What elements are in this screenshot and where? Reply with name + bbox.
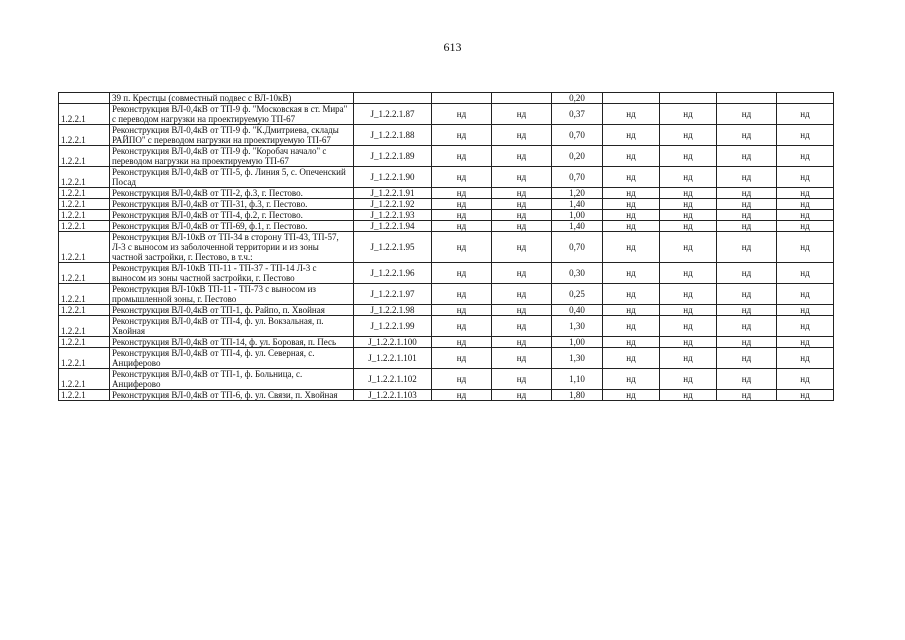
- row-col-4: [603, 93, 660, 104]
- row-id: J_1.2.2.1.93: [354, 210, 432, 221]
- row-col-5: нд: [660, 348, 717, 369]
- row-col-4: нд: [603, 199, 660, 210]
- row-col-1: нд: [432, 104, 492, 125]
- row-col-2: нд: [492, 210, 552, 221]
- table-row: [59, 348, 834, 369]
- row-col-4: нд: [603, 104, 660, 125]
- row-col-2: нд: [492, 104, 552, 125]
- row-col-4: нд: [603, 125, 660, 146]
- row-value: 1,30: [552, 316, 603, 337]
- row-col-2: нд: [492, 232, 552, 263]
- row-col-2: нд: [492, 188, 552, 199]
- row-id: J_1.2.2.1.100: [354, 337, 432, 348]
- row-col-5: нд: [660, 104, 717, 125]
- table-row: [59, 221, 834, 232]
- row-col-7: нд: [777, 316, 834, 337]
- row-col-6: нд: [717, 104, 777, 125]
- row-col-4: нд: [603, 369, 660, 390]
- row-name: Реконструкция ВЛ-0,4кВ от ТП-9 ф. "Коробач начало" с переводом нагрузки на проектируемую ТП-67: [110, 146, 354, 167]
- row-col-5: нд: [660, 305, 717, 316]
- row-value: 1,00: [552, 210, 603, 221]
- row-id: J_1.2.2.1.99: [354, 316, 432, 337]
- row-col-2: нд: [492, 337, 552, 348]
- row-name: Реконструкция ВЛ-0,4кВ от ТП-4, ф. ул. Вокзальная, п. Хвойная: [110, 316, 354, 337]
- row-name: Реконструкция ВЛ-0,4кВ от ТП-9 ф. "Московская в ст. Мира" с переводом нагрузки на проектируемую ТП-67: [110, 104, 354, 125]
- row-col-5: нд: [660, 263, 717, 284]
- row-col-1: нд: [432, 146, 492, 167]
- row-name: 39 п. Крестцы (совместный подвес с ВЛ-10кВ): [110, 93, 354, 104]
- row-code: 1.2.2.1: [59, 199, 110, 210]
- row-col-5: нд: [660, 232, 717, 263]
- row-value: 0,37: [552, 104, 603, 125]
- row-col-1: нд: [432, 125, 492, 146]
- table-row: [59, 263, 834, 284]
- row-name: Реконструкция ВЛ-0,4кВ от ТП-4, ф. ул. Северная, с. Анциферово: [110, 348, 354, 369]
- row-value: 1,20: [552, 188, 603, 199]
- row-code: 1.2.2.1: [59, 263, 110, 284]
- row-col-7: нд: [777, 232, 834, 263]
- row-col-7: нд: [777, 390, 834, 401]
- row-col-2: нд: [492, 369, 552, 390]
- row-col-1: нд: [432, 232, 492, 263]
- row-col-6: нд: [717, 146, 777, 167]
- row-col-2: нд: [492, 316, 552, 337]
- row-value: 0,20: [552, 146, 603, 167]
- row-code: 1.2.2.1: [59, 369, 110, 390]
- row-value: 1,40: [552, 199, 603, 210]
- table-row: [59, 188, 834, 199]
- table-row: [59, 104, 834, 125]
- row-name: Реконструкция ВЛ-10кВ ТП-11 - ТП-37 - ТП-14 Л-3 с выносом из зоны частной застройки, г. Пестово: [110, 263, 354, 284]
- row-name: Реконструкция ВЛ-0,4кВ от ТП-14, ф. ул. Боровая, п. Песь: [110, 337, 354, 348]
- row-col-6: нд: [717, 125, 777, 146]
- row-name: Реконструкция ВЛ-10кВ ТП-11 - ТП-73 с выносом из промышленной зоны, г. Пестово: [110, 284, 354, 305]
- row-col-7: нд: [777, 146, 834, 167]
- row-id: J_1.2.2.1.90: [354, 167, 432, 188]
- table-row: [59, 369, 834, 390]
- row-col-1: нд: [432, 210, 492, 221]
- row-col-4: нд: [603, 221, 660, 232]
- row-col-6: нд: [717, 221, 777, 232]
- row-col-6: нд: [717, 390, 777, 401]
- row-code: 1.2.2.1: [59, 210, 110, 221]
- row-id: J_1.2.2.1.92: [354, 199, 432, 210]
- row-id: J_1.2.2.1.91: [354, 188, 432, 199]
- row-value: 0,20: [552, 93, 603, 104]
- row-col-6: нд: [717, 316, 777, 337]
- data-table: [58, 92, 834, 401]
- row-col-7: нд: [777, 199, 834, 210]
- row-code: 1.2.2.1: [59, 348, 110, 369]
- row-col-4: нд: [603, 390, 660, 401]
- row-id: J_1.2.2.1.94: [354, 221, 432, 232]
- row-name: Реконструкция ВЛ-0,4кВ от ТП-9 ф. "К.Дмитриева, склады РАЙПО" с переводом нагрузки на проектируемую ТП-67: [110, 125, 354, 146]
- row-value: 0,25: [552, 284, 603, 305]
- row-id: J_1.2.2.1.103: [354, 390, 432, 401]
- row-col-6: нд: [717, 232, 777, 263]
- row-name: Реконструкция ВЛ-0,4кВ от ТП-1, ф. Больница, с. Анциферово: [110, 369, 354, 390]
- row-col-4: нд: [603, 337, 660, 348]
- row-col-5: нд: [660, 390, 717, 401]
- row-col-4: нд: [603, 284, 660, 305]
- row-col-7: [777, 93, 834, 104]
- row-col-6: нд: [717, 337, 777, 348]
- row-col-1: нд: [432, 305, 492, 316]
- row-col-4: нд: [603, 232, 660, 263]
- table-row: [59, 305, 834, 316]
- row-code: 1.2.2.1: [59, 221, 110, 232]
- row-col-5: нд: [660, 221, 717, 232]
- table-row: [59, 146, 834, 167]
- row-col-4: нд: [603, 305, 660, 316]
- row-col-4: нд: [603, 263, 660, 284]
- row-col-5: нд: [660, 210, 717, 221]
- row-col-5: нд: [660, 167, 717, 188]
- row-col-4: нд: [603, 316, 660, 337]
- row-col-5: [660, 93, 717, 104]
- row-col-6: нд: [717, 284, 777, 305]
- row-code: 1.2.2.1: [59, 390, 110, 401]
- table-row: [59, 210, 834, 221]
- row-code: 1.2.2.1: [59, 104, 110, 125]
- row-col-2: нд: [492, 390, 552, 401]
- row-col-6: нд: [717, 210, 777, 221]
- row-col-1: нд: [432, 199, 492, 210]
- row-col-1: нд: [432, 337, 492, 348]
- row-col-2: нд: [492, 125, 552, 146]
- row-col-2: нд: [492, 199, 552, 210]
- row-col-1: нд: [432, 316, 492, 337]
- row-name: Реконструкция ВЛ-0,4кВ от ТП-5, ф. Линия 5, с. Опеченский Посад: [110, 167, 354, 188]
- row-id: J_1.2.2.1.101: [354, 348, 432, 369]
- row-col-5: нд: [660, 188, 717, 199]
- row-name: Реконструкция ВЛ-0,4кВ от ТП-2, ф.3, г. Пестово.: [110, 188, 354, 199]
- row-id: J_1.2.2.1.102: [354, 369, 432, 390]
- row-col-1: нд: [432, 348, 492, 369]
- row-col-5: нд: [660, 316, 717, 337]
- row-col-4: нд: [603, 167, 660, 188]
- row-name: Реконструкция ВЛ-0,4кВ от ТП-1, ф. Райпо, п. Хвойная: [110, 305, 354, 316]
- row-col-7: нд: [777, 104, 834, 125]
- row-value: 1,40: [552, 221, 603, 232]
- table-row: [59, 284, 834, 305]
- row-code: 1.2.2.1: [59, 125, 110, 146]
- row-code: 1.2.2.1: [59, 232, 110, 263]
- row-col-7: нд: [777, 221, 834, 232]
- table-row: [59, 337, 834, 348]
- row-col-1: [432, 93, 492, 104]
- row-code: 1.2.2.1: [59, 316, 110, 337]
- row-value: 0,70: [552, 232, 603, 263]
- row-col-4: нд: [603, 210, 660, 221]
- row-col-6: нд: [717, 369, 777, 390]
- table-row: [59, 167, 834, 188]
- row-col-7: нд: [777, 167, 834, 188]
- row-col-6: нд: [717, 305, 777, 316]
- row-value: 0,40: [552, 305, 603, 316]
- row-id: J_1.2.2.1.95: [354, 232, 432, 263]
- row-code: 1.2.2.1: [59, 284, 110, 305]
- row-col-5: нд: [660, 146, 717, 167]
- row-col-5: нд: [660, 337, 717, 348]
- row-col-5: нд: [660, 284, 717, 305]
- row-code: [59, 93, 110, 104]
- row-col-7: нд: [777, 284, 834, 305]
- row-col-6: нд: [717, 263, 777, 284]
- row-col-2: нд: [492, 305, 552, 316]
- row-col-4: нд: [603, 188, 660, 199]
- row-col-1: нд: [432, 390, 492, 401]
- table-row: [59, 316, 834, 337]
- row-code: 1.2.2.1: [59, 337, 110, 348]
- table-row: [59, 93, 834, 104]
- table-row: [59, 125, 834, 146]
- page-number: 613: [443, 40, 462, 54]
- row-value: 0,70: [552, 167, 603, 188]
- row-col-7: нд: [777, 263, 834, 284]
- row-col-1: нд: [432, 284, 492, 305]
- row-col-2: нд: [492, 263, 552, 284]
- row-col-7: нд: [777, 188, 834, 199]
- row-value: 1,30: [552, 348, 603, 369]
- row-col-6: нд: [717, 188, 777, 199]
- row-code: 1.2.2.1: [59, 146, 110, 167]
- row-id: [354, 93, 432, 104]
- row-name: Реконструкция ВЛ-0,4кВ от ТП-69, ф.1, г. Пестово.: [110, 221, 354, 232]
- row-col-1: нд: [432, 263, 492, 284]
- row-name: Реконструкция ВЛ-0,4кВ от ТП-4, ф.2, г. Пестово.: [110, 210, 354, 221]
- row-id: J_1.2.2.1.98: [354, 305, 432, 316]
- row-name: Реконструкция ВЛ-0,4кВ от ТП-31, ф.3, г. Пестово.: [110, 199, 354, 210]
- row-col-2: нд: [492, 221, 552, 232]
- row-col-5: нд: [660, 125, 717, 146]
- row-col-6: нд: [717, 199, 777, 210]
- row-value: 1,00: [552, 337, 603, 348]
- row-name: Реконструкция ВЛ-10кВ от ТП-34 в сторону ТП-43, ТП-57, Л-3 с выносом из заболоченной территории и из зоны частной застройки, г. Пестово, в т.ч.:: [110, 232, 354, 263]
- row-col-4: нд: [603, 348, 660, 369]
- row-id: J_1.2.2.1.89: [354, 146, 432, 167]
- row-col-7: нд: [777, 305, 834, 316]
- row-col-6: нд: [717, 167, 777, 188]
- row-value: 1,80: [552, 390, 603, 401]
- row-col-1: нд: [432, 221, 492, 232]
- row-col-6: нд: [717, 348, 777, 369]
- table-row: [59, 199, 834, 210]
- table-row: [59, 232, 834, 263]
- row-col-4: нд: [603, 146, 660, 167]
- row-col-7: нд: [777, 125, 834, 146]
- table-row: [59, 390, 834, 401]
- row-code: 1.2.2.1: [59, 305, 110, 316]
- row-value: 0,30: [552, 263, 603, 284]
- row-col-1: нд: [432, 369, 492, 390]
- row-col-2: нд: [492, 167, 552, 188]
- row-id: J_1.2.2.1.88: [354, 125, 432, 146]
- row-code: 1.2.2.1: [59, 167, 110, 188]
- row-col-5: нд: [660, 369, 717, 390]
- row-col-7: нд: [777, 337, 834, 348]
- row-col-6: [717, 93, 777, 104]
- row-col-1: нд: [432, 167, 492, 188]
- row-id: J_1.2.2.1.87: [354, 104, 432, 125]
- row-col-2: нд: [492, 348, 552, 369]
- row-col-5: нд: [660, 199, 717, 210]
- row-col-2: [492, 93, 552, 104]
- row-col-7: нд: [777, 369, 834, 390]
- row-name: Реконструкция ВЛ-0,4кВ от ТП-6, ф. ул. Связи, п. Хвойная: [110, 390, 354, 401]
- row-col-1: нд: [432, 188, 492, 199]
- row-id: J_1.2.2.1.97: [354, 284, 432, 305]
- row-col-7: нд: [777, 210, 834, 221]
- row-col-2: нд: [492, 146, 552, 167]
- row-id: J_1.2.2.1.96: [354, 263, 432, 284]
- row-col-7: нд: [777, 348, 834, 369]
- row-value: 1,10: [552, 369, 603, 390]
- table-body: [59, 93, 834, 401]
- row-code: 1.2.2.1: [59, 188, 110, 199]
- row-col-2: нд: [492, 284, 552, 305]
- row-value: 0,70: [552, 125, 603, 146]
